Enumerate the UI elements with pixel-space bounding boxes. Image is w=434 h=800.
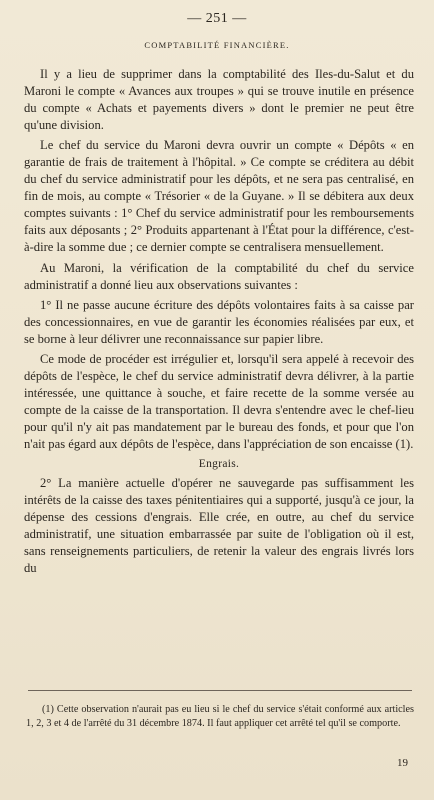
paragraph-verification-maroni: Au Maroni, la vérification de la comptabilité du chef du service administratif a donné lieu aux observations suivantes : xyxy=(24,260,414,292)
paragraph-compte-depots: Le chef du service du Maroni devra ouvrir un compte « Dépôts « en garantie de frais de traitement à l'hôpital. » Ce compte se créditera au débit du chef du service administratif pour les dépôts, et ne sera pas centralisé, en fin de mois, au compte « Trésorier « de la Guyane. » Il se débitera aux deux comptes suivants : 1° Chef du service administratif pour les remboursements faits aux déposants ; 2° Produits appartenant à l'État pour la différence, c'est-à-dire la somme due ; ce dernier compte se centralisera mensuellement. xyxy=(24,138,414,255)
page-number: — 251 — xyxy=(187,11,247,26)
body-text xyxy=(24,66,414,580)
signature-mark: 19 xyxy=(397,757,408,769)
paragraph-observation-2: 2° La manière actuelle d'opérer ne sauvegarde pas suffisamment les intérêts de la caisse des taxes pénitentiaires qui a supporté, jusqu'à ce jour, la dépense des cessions d'engrais. Elle crée, en outre, au chef du service administratif, une situation embarrassée par suite de l'obligation où il est, sans renseignements particuliers, de retenir la valeur des engrais livrés lors du xyxy=(24,476,414,576)
running-head: COMPTABILITÉ FINANCIÈRE. xyxy=(144,40,290,50)
footnote: (1) Cette observation n'aurait pas eu lieu si le chef du service s'était conformé aux articles 1, 2, 3 et 4 de l'arrêté du 31 décembre 1874. Il faut appliquer cet arrêté tel qu'il se comporte. xyxy=(26,704,414,729)
paragraph-mode-proceder: Ce mode de procéder est irrégulier et, lorsqu'il sera appelé à recevoir des dépôts de l'espèce, le chef du service administratif devra délivrer, à la partie intéressée, une quittance à souche, et faire recette de la somme versée au compte de la caisse de la transportation. Il devra s'entendre avec le chef-lieu pour qu'il n'y ait pas mandatement par le bureau des fonds, et pour que l'on n'ait pas égard aux dépôts de l'espèce, dans l'appréciation de son encaisse (1). xyxy=(24,351,414,451)
section-heading-engrais: Engrais. xyxy=(198,458,240,471)
paragraph-observation-1: 1° Il ne passe aucune écriture des dépôts volontaires faits à sa caisse par des concessionnaires, en vue de garantir les économies réalisées par eux, et se borne à leur délivrer une reconnaissance sur papier libre. xyxy=(24,297,414,346)
paragraph-suppression-compte: Il y a lieu de supprimer dans la comptabilité des Iles-du-Salut et du Maroni le compte « Avances aux troupes » qui se trouve inutile en présence du compte « Achats et payements divers » dont le premier ne peut être qu'une division. xyxy=(24,67,414,133)
footnote-divider xyxy=(28,690,412,691)
